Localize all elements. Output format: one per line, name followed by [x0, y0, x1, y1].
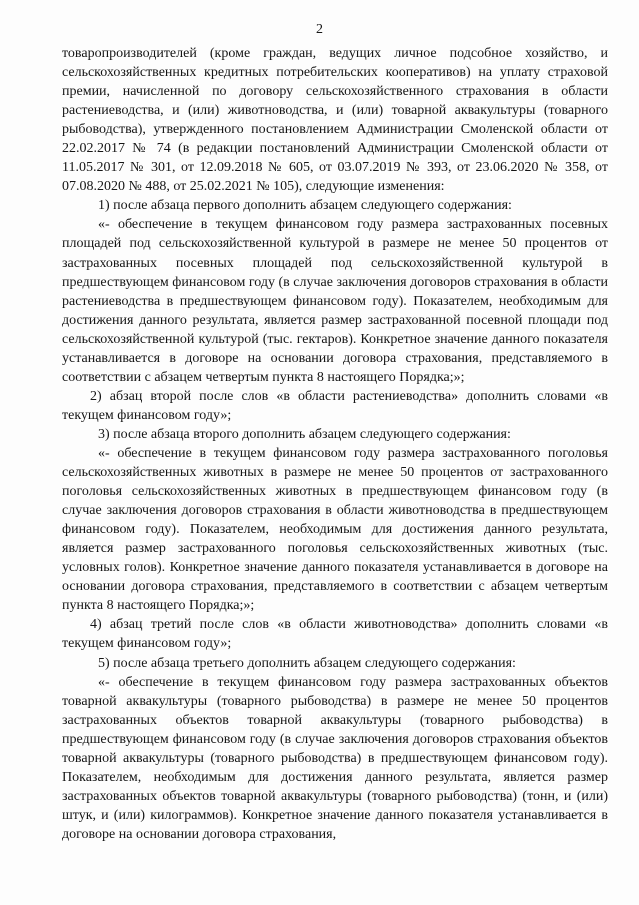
paragraph-item-4: 4) абзац третий после слов «в области животноводства» дополнить словами «в текущем финансовом году»;: [62, 617, 608, 652]
document-body: [62, 44, 608, 844]
paragraph-item-3: 3) после абзаца второго дополнить абзацем следующего содержания:: [98, 426, 511, 442]
paragraph-item-5-text: «- обеспечение в текущем финансовом году размера застрахованных объектов товарной аквакультуры (товарного рыбоводства) в размере не менее 50 процентов застрахованных объектов товарной аквакультуры (товарного рыбоводства) в предшествующем финансовом году (в случае заключения договоров страхования объектов товарной аквакультуры (товарного рыбоводства) в предшествующем финансовом году). Показателем, необходимым для достижения данного результата, является размер застрахованных объектов товарной аквакультуры (товарного рыбоводства) (тонн, и (или) штук, и (или) килограммов). Конкретное значение данного показателя устанавливается в договоре на основании договора страхования,: [62, 674, 608, 842]
paragraph-item-2: 2) абзац второй после слов «в области растениеводства» дополнить словами «в текущем финансовом году»;: [62, 388, 608, 423]
page-number: 2: [316, 22, 323, 37]
paragraph-item-5: 5) после абзаца третьего дополнить абзацем следующего содержания:: [98, 655, 516, 671]
paragraph-item-1: 1) после абзаца первого дополнить абзацем следующего содержания:: [98, 198, 512, 214]
paragraph-item-1-text: «- обеспечение в текущем финансовом году размера застрахованных посевных площадей под сельскохозяйственной культурой в размере не менее 50 процентов от застрахованных посевных площадей под сельскохозяйственной культурой в предшествующем финансовом году (в случае заключения договоров страхования в области растениеводства в предшествующем финансовом году). Показателем, необходимым для достижения данного результата, является размер застрахованной посевной площади под сельскохозяйственной культурой (тыс. гектаров). Конкретное значение данного показателя устанавливается в договоре на основании договора страхования, представляемого в соответствии с абзацем четвертым пункта 8 настоящего Порядка;»;: [62, 217, 608, 385]
paragraph-intro: товаропроизводителей (кроме граждан, ведущих личное подсобное хозяйство, и сельскохозяйственных кредитных потребительских кооперативов) на уплату страховой премии, начисленной по договору сельскохозяйственного страхования в области растениеводства, и (или) животноводства, и (или) товарной аквакультуры (товарного рыбоводства), утвержденного постановлением Администрации Смоленской области от 22.02.2017 № 74 (в редакции постановлений Администрации Смоленской области от 11.05.2017 № 301, от 12.09.2018 № 605, от 03.07.2019 № 393, от 23.06.2020 № 358, от 07.08.2020 № 488, от 25.02.2021 № 105), следующие изменения:: [62, 46, 608, 195]
paragraph-item-3-text: «- обеспечение в текущем финансовом году размера застрахованного поголовья сельскохозяйственных животных в размере не менее 50 процентов от застрахованного поголовья сельскохозяйственных животных в предшествующем финансовом году (в случае заключения договоров страхования в области животноводства в предшествующем финансовом году). Показателем, необходимым для достижения данного результата, является размер застрахованного поголовья сельскохозяйственных животных (тыс. условных голов). Конкретное значение данного показателя устанавливается в договоре на основании договора страхования, представляемого в соответствии с абзацем четвертым пункта 8 настоящего Порядка;»;: [62, 445, 608, 614]
